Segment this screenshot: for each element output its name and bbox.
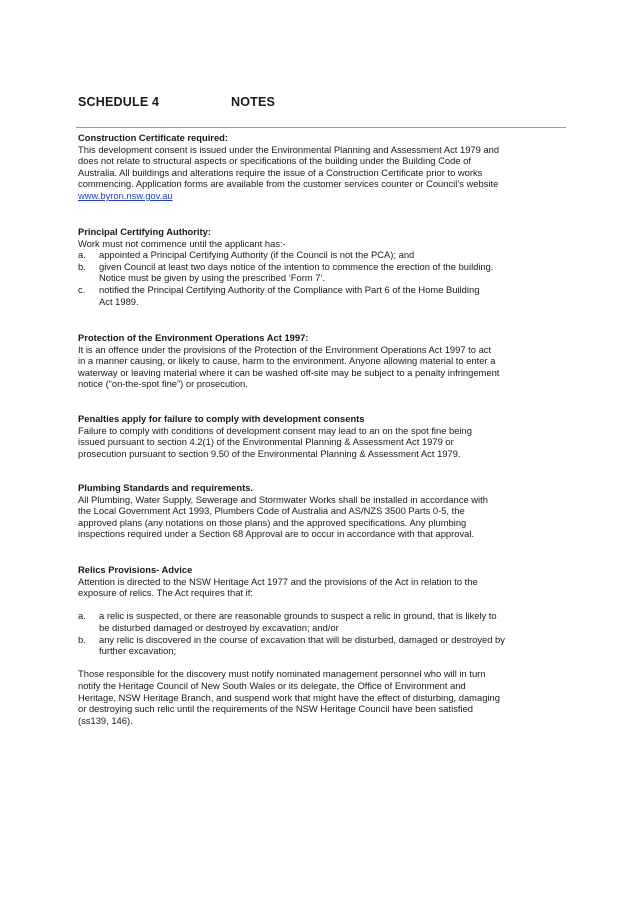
paragraph-line: the Local Government Act 1993, Plumbers Code of Australia and AS/NZS 3500 Parts 0-5, the — [78, 505, 465, 517]
paragraph-line: waterway or leaving material where it can be washed off-site may be subject to a penalty infringement — [78, 366, 500, 378]
list-marker: a. — [78, 610, 86, 622]
paragraph-line: (ss139, 146). — [78, 714, 133, 726]
list-line: given Council at least two days notice of the intention to commence the erection of the building. — [99, 260, 494, 272]
list-line: Notice must be given by using the prescribed ‘Form 7’. — [99, 272, 326, 284]
paragraph-line: inspections required under a Section 68 Approval are to occur in accordance with that approval. — [78, 528, 475, 540]
paragraph-line: or destroying such relic until the requirements of the NSW Heritage Council have been satisfied — [78, 703, 473, 715]
section-penalties — [78, 413, 566, 459]
section-heading: Principal Certifying Authority: — [78, 226, 211, 237]
list-line: any relic is discovered in the course of excavation that will be disturbed, damaged or destroyed by — [99, 633, 505, 645]
paragraph-line: Australia. All buildings and alterations require the issue of a Construction Certificate prior to works — [78, 166, 483, 178]
section-poeo-act — [78, 332, 566, 390]
page-title: NOTES — [231, 95, 276, 109]
paragraph-line: notice (“on-the-spot fine”) or prosecution. — [78, 378, 248, 390]
section-plumbing — [78, 482, 566, 540]
council-website-link[interactable]: www.byron.nsw.gov.au — [78, 189, 173, 201]
list-line: a relic is suspected, or there are reasonable grounds to suspect a relic in ground, that is likely to — [99, 610, 497, 622]
paragraph-line: exposure of relics. The Act requires that if: — [78, 587, 253, 599]
list-marker: b. — [78, 633, 86, 645]
schedule-label: SCHEDULE 4 — [78, 95, 160, 109]
paragraph-line: Heritage, NSW Heritage Branch, and suspend work that might have the effect of disturbing, damaging — [78, 691, 500, 703]
list-item — [78, 284, 566, 307]
paragraph-line: This development consent is issued under the Environmental Planning and Assessment Act 1979 and — [78, 143, 500, 155]
list-item — [78, 261, 566, 284]
section-construction-certificate — [78, 132, 566, 202]
list-item — [78, 634, 566, 657]
list-item — [78, 610, 566, 633]
section-heading: Protection of the Environment Operations Act 1997: — [78, 332, 309, 343]
header-divider — [76, 127, 566, 128]
paragraph-line: Attention is directed to the NSW Heritage Act 1977 and the provisions of the Act in relation to the — [78, 575, 478, 587]
paragraph-line: Failure to comply with conditions of development consent may lead to an on the spot fine being — [78, 424, 472, 436]
list-line: Act 1989. — [99, 295, 139, 307]
list-line: appointed a Principal Certifying Authority (if the Council is not the PCA); and — [99, 249, 415, 261]
paragraph-line: approved plans (any notations on those plans) and the approved specifications. Any plumbing — [78, 516, 467, 528]
section-principal-certifying-authority — [78, 226, 566, 307]
paragraph-line: in a manner causing, or likely to cause, harm to the environment. Anyone allowing material to enter a — [78, 355, 496, 367]
list-marker: c. — [78, 283, 86, 295]
paragraph-line: does not relate to structural aspects or specifications of the building under the Building Code of — [78, 155, 471, 167]
paragraph-line: Work must not commence until the applicant has:- — [78, 237, 286, 249]
section-relics — [78, 564, 566, 726]
section-heading: Construction Certificate required: — [78, 132, 229, 143]
list-item — [78, 249, 566, 261]
list-line: further excavation; — [99, 645, 177, 657]
paragraph-line: Those responsible for the discovery must notify nominated management personnel who will in turn — [78, 668, 486, 680]
paragraph-line: commencing. Application forms are available from the customer services counter or Council’s website — [78, 178, 499, 190]
list-line: be disturbed damaged or destroyed by excavation; and/or — [99, 621, 339, 633]
list-marker: a. — [78, 249, 86, 261]
section-heading: Penalties apply for failure to comply with development consents — [78, 413, 365, 424]
list-line: notified the Principal Certifying Authority of the Compliance with Part 6 of the Home Building — [99, 283, 480, 295]
paragraph-line: prosecution pursuant to section 9.50 of the Environmental Planning & Assessment Act 1979. — [78, 447, 461, 459]
paragraph-line: notify the Heritage Council of New South Wales or its delegate, the Office of Environment and — [78, 679, 466, 691]
paragraph-line: issued pursuant to section 4.2(1) of the Environmental Planning & Assessment Act 1979 or — [78, 436, 454, 448]
paragraph-line: It is an offence under the provisions of the Protection of the Environment Operations Act 1997 to act — [78, 343, 492, 355]
section-heading: Relics Provisions- Advice — [78, 564, 193, 575]
list-marker: b. — [78, 260, 86, 272]
section-heading: Plumbing Standards and requirements. — [78, 482, 254, 493]
paragraph-line: All Plumbing, Water Supply, Sewerage and Stormwater Works shall be installed in accordance with — [78, 493, 488, 505]
